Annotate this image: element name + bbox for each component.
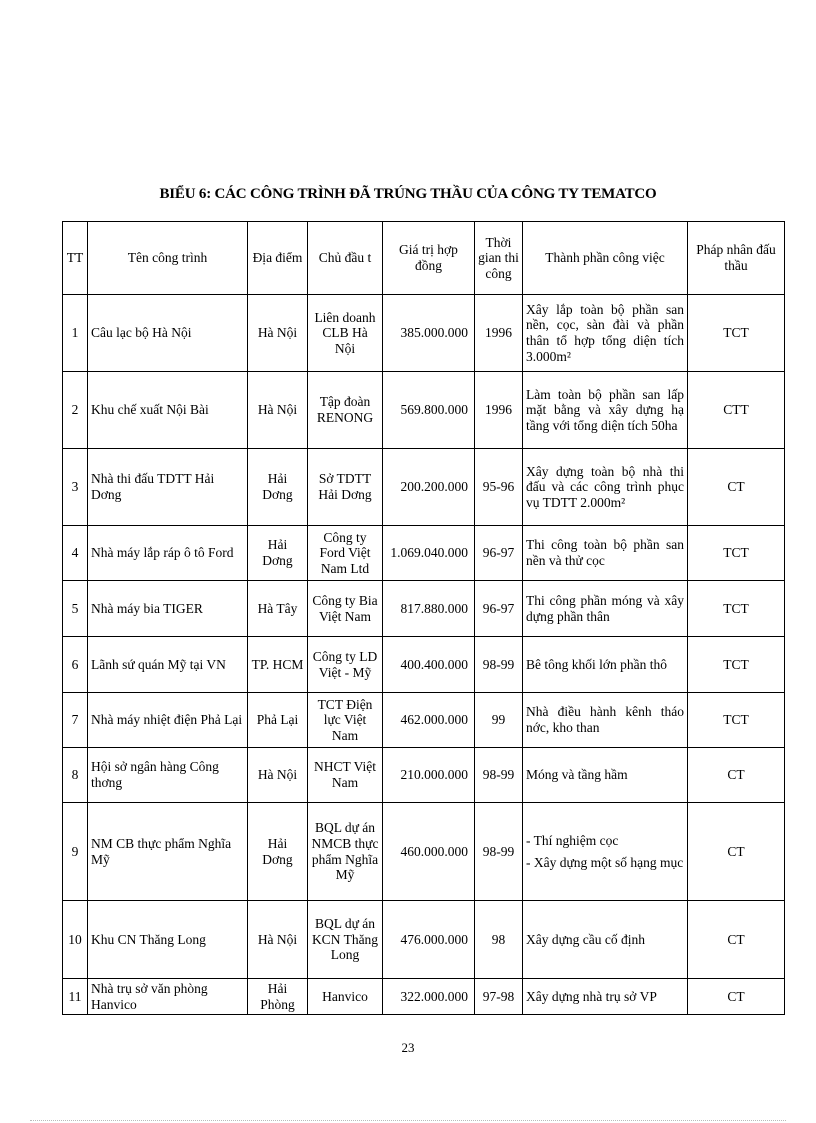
cell-value: 400.400.000 <box>383 637 475 693</box>
cell-owner: NHCT Việt Nam <box>308 748 383 803</box>
cell-duration: 98-99 <box>475 637 523 693</box>
cell-owner: Tập đoàn RENONG <box>308 372 383 449</box>
cell-contractor: TCT <box>688 581 785 637</box>
cell-scope: Xây dựng nhà trụ sở VP <box>523 979 688 1015</box>
cell-location: Hà Nội <box>248 372 308 449</box>
cell-contractor: TCT <box>688 526 785 581</box>
cell-value: 817.880.000 <box>383 581 475 637</box>
cell-owner: Liên doanh CLB Hà Nội <box>308 295 383 372</box>
cell-contractor: CTT <box>688 372 785 449</box>
cell-scope: Xây dựng toàn bộ nhà thi đấu và các công trình phục vụ TDTT 2.000m² <box>523 449 688 526</box>
cell-value: 462.000.000 <box>383 693 475 748</box>
cell-owner: Hanvico <box>308 979 383 1015</box>
cell-location: Phả Lại <box>248 693 308 748</box>
table-row <box>63 372 785 449</box>
cell-name: Câu lạc bộ Hà Nội <box>88 295 248 372</box>
cell-location: Hà Tây <box>248 581 308 637</box>
cell-duration: 97-98 <box>475 979 523 1015</box>
cell-owner: Công ty Bia Việt Nam <box>308 581 383 637</box>
cell-tt: 7 <box>63 693 88 748</box>
table-row <box>63 295 785 372</box>
cell-duration: 96-97 <box>475 526 523 581</box>
cell-owner: BQL dự án NMCB thực phẩm Nghĩa Mỹ <box>308 803 383 901</box>
table-row <box>63 748 785 803</box>
header-value: Giá trị hợp đồng <box>383 222 475 295</box>
cell-tt: 3 <box>63 449 88 526</box>
cell-owner: Công ty LD Việt - Mỹ <box>308 637 383 693</box>
cell-owner: TCT Điện lực Việt Nam <box>308 693 383 748</box>
cell-location: Hải Dơng <box>248 803 308 901</box>
cell-contractor: CT <box>688 449 785 526</box>
scope-item: - Xây dựng một số hạng mục <box>526 854 684 870</box>
cell-name: Khu CN Thăng Long <box>88 901 248 979</box>
cell-scope <box>523 803 688 901</box>
cell-value: 569.800.000 <box>383 372 475 449</box>
cell-tt: 6 <box>63 637 88 693</box>
table-row <box>63 693 785 748</box>
cell-scope: Thi công toàn bộ phần san nền và thử cọc <box>523 526 688 581</box>
cell-contractor: CT <box>688 748 785 803</box>
table-row <box>63 526 785 581</box>
header-location: Địa điểm <box>248 222 308 295</box>
cell-duration: 98-99 <box>475 748 523 803</box>
cell-contractor: CT <box>688 979 785 1015</box>
cell-value: 1.069.040.000 <box>383 526 475 581</box>
table-row <box>63 581 785 637</box>
table-title: BIỂU 6: CÁC CÔNG TRÌNH ĐÃ TRÚNG THẦU CỦA CÔNG TY TEMATCO <box>159 186 657 202</box>
cell-name: Nhà trụ sở văn phòng Hanvico <box>88 979 248 1015</box>
table-row <box>63 901 785 979</box>
cell-duration: 98-99 <box>475 803 523 901</box>
cell-scope: Nhà điều hành kênh tháo nớc, kho than <box>523 693 688 748</box>
cell-scope: Làm toàn bộ phần san lấp mặt bằng và xây dựng hạ tầng với tổng diện tích 50ha <box>523 372 688 449</box>
cell-contractor: TCT <box>688 295 785 372</box>
table-row <box>63 637 785 693</box>
header-scope: Thành phần công việc <box>523 222 688 295</box>
bottom-divider <box>30 1120 786 1121</box>
cell-owner: Công ty Ford Việt Nam Ltd <box>308 526 383 581</box>
cell-name: Nhà máy nhiệt điện Phả Lại <box>88 693 248 748</box>
cell-location: Hải Dơng <box>248 526 308 581</box>
cell-name: Nhà máy lắp ráp ô tô Ford <box>88 526 248 581</box>
cell-name: Khu chế xuất Nội Bài <box>88 372 248 449</box>
table-row <box>63 979 785 1015</box>
projects-table <box>62 221 785 1015</box>
cell-scope: Xây dựng cầu cố định <box>523 901 688 979</box>
cell-location: TP. HCM <box>248 637 308 693</box>
cell-duration: 99 <box>475 693 523 748</box>
page-number: 23 <box>401 1040 415 1055</box>
cell-duration: 95-96 <box>475 449 523 526</box>
cell-scope: Móng và tầng hầm <box>523 748 688 803</box>
cell-scope: Xây lắp toàn bộ phần san nền, cọc, sàn đài và phần thân tổ hợp tổng diện tích 3.000m² <box>523 295 688 372</box>
cell-value: 476.000.000 <box>383 901 475 979</box>
cell-tt: 5 <box>63 581 88 637</box>
cell-location: Hải Dơng <box>248 449 308 526</box>
cell-tt: 9 <box>63 803 88 901</box>
cell-duration: 98 <box>475 901 523 979</box>
cell-name: Hội sở ngân hàng Công thơng <box>88 748 248 803</box>
cell-tt: 1 <box>63 295 88 372</box>
cell-name: NM CB thực phẩm Nghĩa Mỹ <box>88 803 248 901</box>
cell-scope: Bê tông khối lớn phần thô <box>523 637 688 693</box>
cell-value: 460.000.000 <box>383 803 475 901</box>
header-name: Tên công trình <box>88 222 248 295</box>
header-row <box>63 222 785 295</box>
scope-list <box>526 833 684 870</box>
table-row <box>63 803 785 901</box>
header-duration: Thời gian thi công <box>475 222 523 295</box>
cell-tt: 8 <box>63 748 88 803</box>
cell-contractor: CT <box>688 901 785 979</box>
cell-tt: 10 <box>63 901 88 979</box>
cell-name: Nhà thi đấu TDTT Hải Dơng <box>88 449 248 526</box>
cell-duration: 1996 <box>475 295 523 372</box>
cell-contractor: TCT <box>688 637 785 693</box>
cell-contractor: TCT <box>688 693 785 748</box>
cell-location: Hải Phòng <box>248 979 308 1015</box>
cell-location: Hà Nội <box>248 295 308 372</box>
cell-name: Nhà máy bia TIGER <box>88 581 248 637</box>
cell-owner: Sở TDTT Hải Dơng <box>308 449 383 526</box>
table-row <box>63 449 785 526</box>
cell-value: 200.200.000 <box>383 449 475 526</box>
cell-duration: 96-97 <box>475 581 523 637</box>
cell-tt: 2 <box>63 372 88 449</box>
cell-name: Lãnh sứ quán Mỹ tại VN <box>88 637 248 693</box>
cell-value: 322.000.000 <box>383 979 475 1015</box>
cell-location: Hà Nội <box>248 901 308 979</box>
cell-location: Hà Nội <box>248 748 308 803</box>
scope-item: - Thí nghiệm cọc <box>526 832 619 848</box>
cell-contractor: CT <box>688 803 785 901</box>
header-contractor: Pháp nhân đấu thầu <box>688 222 785 295</box>
cell-tt: 4 <box>63 526 88 581</box>
header-tt: TT <box>63 222 88 295</box>
cell-owner: BQL dự án KCN Thăng Long <box>308 901 383 979</box>
cell-tt: 11 <box>63 979 88 1015</box>
cell-duration: 1996 <box>475 372 523 449</box>
cell-value: 385.000.000 <box>383 295 475 372</box>
cell-value: 210.000.000 <box>383 748 475 803</box>
cell-scope: Thi công phần móng và xây dựng phần thân <box>523 581 688 637</box>
header-owner: Chủ đầu t <box>308 222 383 295</box>
